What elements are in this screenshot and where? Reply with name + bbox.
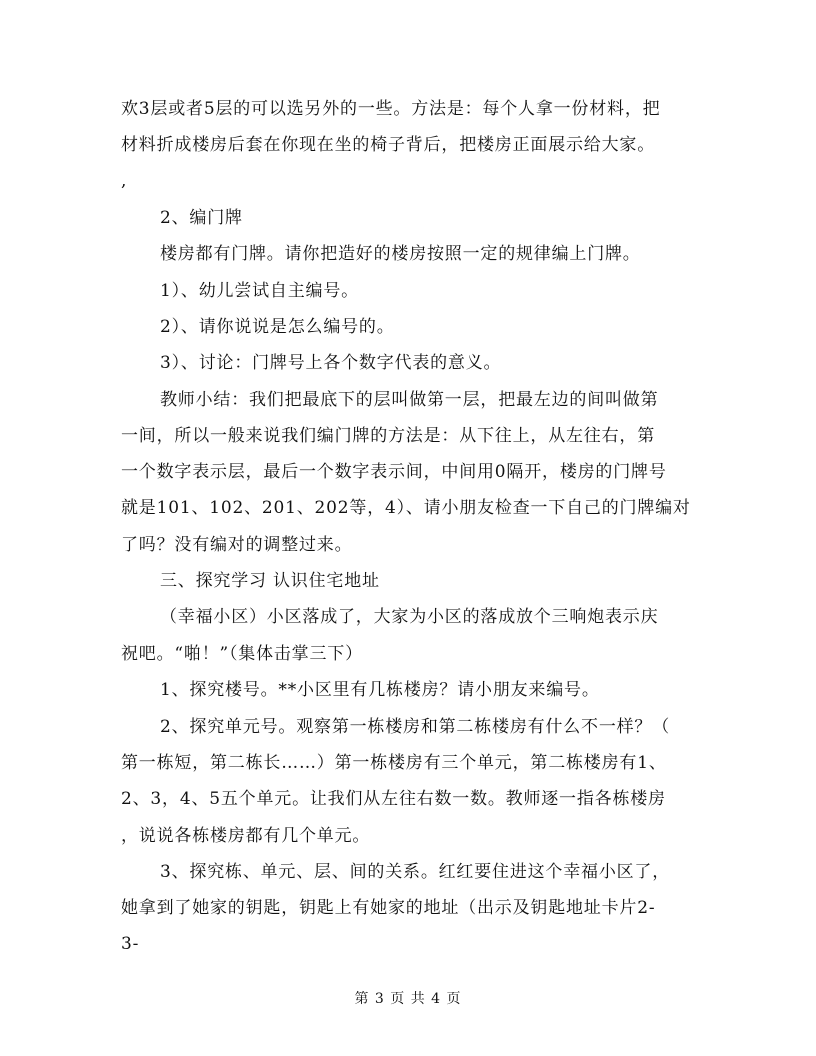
text-line: 一个数字表示层，最后一个数字表示间，中间用0隔开，楼房的门牌号 — [121, 462, 667, 482]
list-item: 1、探究楼号。**小区里有几栋楼房？请小朋友来编号。 — [160, 680, 600, 700]
text-line: 一间，所以一般来说我们编门牌的方法是：从下往上，从左往右，第 — [121, 426, 655, 446]
text-line: 了吗？没有编对的调整过来。 — [121, 535, 353, 555]
section-heading: 2、编门牌 — [160, 208, 243, 228]
page-number-footer: 第 3 页 共 4 页 — [354, 991, 462, 1007]
text-line: 祝吧。“啪！”（集体击掌三下） — [121, 644, 363, 664]
text-line: 楼房都有门牌。请你把造好的楼房按照一定的规律编上门牌。 — [160, 244, 641, 264]
text-line: 就是101、102、201、202等，4）、请小朋友检查一下自己的门牌编对 — [121, 498, 691, 518]
text-line: 教师小结：我们把最底下的层叫做第一层，把最左边的间叫做第 — [160, 390, 659, 410]
text-line: 欢3层或者5层的可以选另外的一些。方法是：每个人拿一份材料，把 — [121, 99, 661, 119]
text-line: 她拿到了她家的钥匙，钥匙上有她家的地址（出示及钥匙地址卡片2- — [121, 898, 656, 918]
text-line: （幸福小区）小区落成了，大家为小区的落成放个三响炮表示庆 — [160, 607, 659, 627]
list-item: 3、探究栋、单元、层、间的关系。红红要住进这个幸福小区了， — [160, 862, 671, 882]
text-line: 第一栋短，第二栋长……）第一栋楼房有三个单元，第二栋楼房有1、 — [121, 753, 667, 773]
text-line: 3- — [121, 934, 140, 954]
text-line: 材料折成楼房后套在你现在坐的椅子背后，把楼房正面展示给大家。 — [121, 135, 655, 155]
section-heading: 三、探究学习 认识住宅地址 — [160, 571, 380, 591]
list-item: 3）、讨论：门牌号上各个数字代表的意义。 — [160, 353, 502, 373]
text-line: ，说说各栋楼房都有几个单元。 — [121, 826, 371, 846]
text-line: , — [121, 171, 128, 191]
list-item: 1）、幼儿尝试自主编号。 — [160, 281, 359, 301]
list-item: 2）、请你说说是怎么编号的。 — [160, 317, 395, 337]
list-item: 2、探究单元号。观察第一栋楼房和第二栋楼房有什么不一样？（ — [160, 717, 671, 737]
text-line: 2、3，4、5五个单元。让我们从左往右数一数。教师逐一指各栋楼房 — [121, 789, 666, 809]
